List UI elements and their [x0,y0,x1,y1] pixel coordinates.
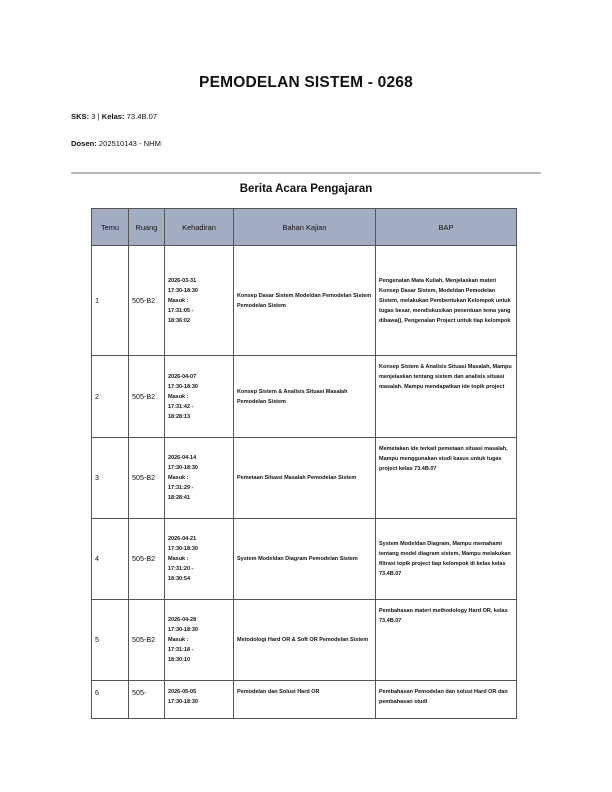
page-title: PEMODELAN SISTEM - 0268 [199,74,413,91]
cell-bahan-kajian: Pemodelan dan Solusi Hard OR [234,681,376,719]
cell-ruang: 505- [129,681,165,719]
cell-kehadiran [165,681,234,719]
tanggal: 2026-03-31 [168,277,197,284]
keluar-time: 18:30:10 [168,657,191,663]
cell-bahan-kajian: Metodologi Hard OR & Soft OR Pemodelan Sistem [234,600,376,681]
cell-temu: 3 [92,438,129,519]
cell-bap: Memetakan ide terkait pemetaan situasi masalah, Mampu menggunakan studi kasus untuk tugas project kelas 73.4B.07 [376,438,517,519]
cell-bahan-kajian: System Modeldan Diagram Pemodelan Sistem [234,519,376,600]
jam: 17:30-18:30 [168,465,198,471]
table-row [92,438,517,519]
masuk-label: Masuk : [168,393,189,400]
jam: 17:30-18:30 [168,546,198,552]
cell-bahan-kajian: Konsep Sistem & Analisis Situasi Masalah Pemodelan Sistem [234,356,376,438]
sks-label: SKS: [71,112,90,121]
table-row [92,519,517,600]
header-temu: Temu [92,209,129,246]
jam: 17:30-18:30 [168,287,198,294]
cell-ruang: 505-B2 [129,600,165,681]
kelas-value: 73.4B.07 [126,112,158,121]
table-row [92,246,517,356]
lecturer-info [71,139,161,148]
header-bahan-kajian: Bahan Kajian [234,209,376,246]
jam: 17:30-18:30 [168,699,198,705]
header-ruang: Ruang [129,209,165,246]
cell-bap: Pembahasan materi methodology Hard OR, kelas 73.4B.07 [376,600,517,681]
tanggal: 2026-04-07 [168,373,197,380]
cell-kehadiran [165,519,234,600]
table-row [92,600,517,681]
cell-bahan-kajian: Konsep Dasar Sistem Modeldan Pemodelan Sistem Pemodelan Sistem [234,246,376,356]
header-bap: BAP [376,209,517,246]
bap-table [91,208,517,719]
tanggal: 2026-04-14 [168,455,197,461]
cell-temu: 5 [92,600,129,681]
masuk-time: 17:31:29 - [168,485,194,491]
keluar-time: 18:36:02 [168,317,191,324]
cell-bap: System Modeldan Diagram, Mampu memahami tentang model diagram sistem, Mampu melakukan filtrasi topik project tiap kelompok di kelas kelas 73.4B.07 [376,519,517,600]
keluar-time: 18:28:41 [168,495,191,501]
keluar-time: 18:30:54 [168,576,191,582]
cell-kehadiran [165,246,234,356]
cell-kehadiran [165,356,234,438]
cell-bap: Pengenalan Mata Kuliah, Menjelaskan materi Konsep Dasar Sistem, Modeldan Pemodelan Sistem, melakukan Pembentukan Kelompok untuk tugas besar, mendiskusikan penentuan tema yang dibawa(), Pengenalan Project untuk tiap kelompok [376,246,517,356]
cell-temu: 2 [92,356,129,438]
cell-kehadiran [165,438,234,519]
cell-temu: 6 [92,681,129,719]
masuk-time: 17:31:42 - [168,403,194,410]
cell-temu: 4 [92,519,129,600]
tanggal: 2026-04-28 [168,617,197,623]
tanggal: 2026-05-05 [168,689,197,695]
header-kehadiran: Kehadiran [165,209,234,246]
masuk-label: Masuk : [168,475,189,481]
cell-bap: Konsep Sistem & Analisis Situasi Masalah, Mampu menjelaskan tentang sistem dan analisis situasi masalah. Mampu mendapatkan ide topik project [376,356,517,438]
masuk-time: 17:31:18 - [168,647,194,653]
cell-ruang: 505-B2 [129,356,165,438]
jam: 17:30-18:30 [168,627,198,633]
masuk-time: 17:31:05 - [168,307,194,314]
section-title: Berita Acara Pengajaran [239,183,373,195]
kelas-label: Kelas: [101,112,125,121]
keluar-time: 18:28:13 [168,413,191,420]
table-row [92,356,517,438]
jam: 17:30-18:30 [168,383,198,390]
table-header-row [92,209,517,246]
cell-bap: Pembahasan Pemodelan dan solusi Hard OR dan pembahasan studi [376,681,517,719]
cell-bahan-kajian: Pemetaan Situasi Masalah Pemodelan Sistem [234,438,376,519]
divider [71,172,541,174]
masuk-time: 17:31:20 - [168,566,194,572]
table-row [92,681,517,719]
masuk-label: Masuk : [168,637,189,643]
cell-ruang: 505-B2 [129,246,165,356]
cell-temu: 1 [92,246,129,356]
dosen-label: Dosen: [71,139,97,148]
masuk-label: Masuk : [168,556,189,562]
masuk-label: Masuk : [168,297,189,304]
tanggal: 2026-04-21 [168,536,197,542]
cell-ruang: 505-B2 [129,438,165,519]
course-info [71,112,157,121]
cell-kehadiran [165,600,234,681]
separator: | [97,112,100,121]
sks-value: 3 [91,112,96,121]
cell-ruang: 505-B2 [129,519,165,600]
dosen-value: 202510143 - NHM [98,139,161,148]
